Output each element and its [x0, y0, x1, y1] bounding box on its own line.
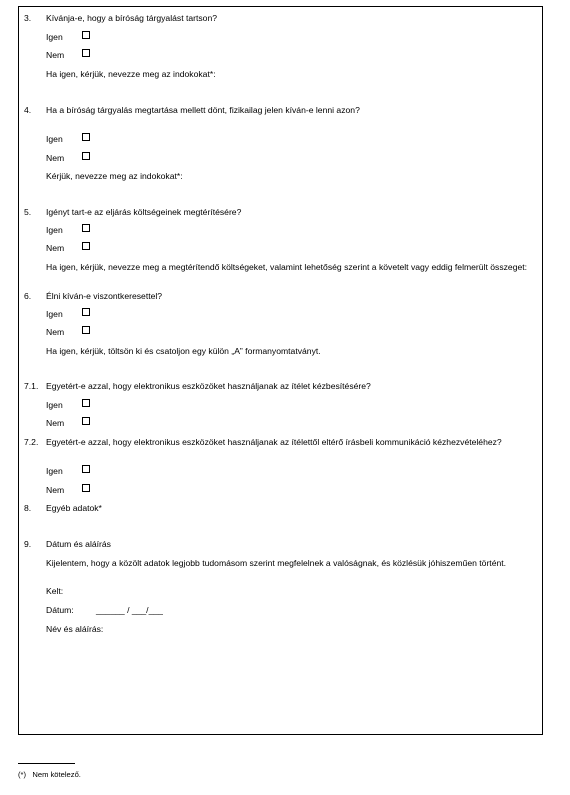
q5-text: Igényt tart-e az eljárás költségeinek megtérítésére? [46, 207, 242, 217]
q3-no-label: Nem [46, 50, 65, 60]
q4-number: 4. [24, 105, 32, 115]
q5-note: Ha igen, kérjük, nevezze meg a megtérítendő költségeket, valamint lehetőség szerint a követelt vagy eddig felmerült összeget: [46, 262, 528, 272]
q9-declaration: Kijelentem, hogy a közölt adatok legjobb tudomásom szerint megfelelnek a valóságnak, és közlésük jóhiszeműen történt. [46, 558, 507, 568]
footnote-text: Nem kötelező. [32, 770, 81, 779]
q72-no-label: Nem [46, 485, 65, 495]
date-field[interactable]: ______ / ___/___ [96, 605, 163, 615]
q71-yes-checkbox[interactable] [82, 399, 90, 407]
q3-no-checkbox[interactable] [82, 49, 90, 57]
q72-no-checkbox[interactable] [82, 484, 90, 492]
signature-label: Név és aláírás: [46, 624, 104, 634]
place-label: Kelt: [46, 586, 64, 596]
q71-no-label: Nem [46, 418, 65, 428]
q6-yes-checkbox[interactable] [82, 308, 90, 316]
q6-yes-label: Igen [46, 309, 63, 319]
footnote-separator [18, 763, 75, 764]
q9-text: Dátum és aláírás [46, 539, 111, 549]
q5-yes-label: Igen [46, 225, 63, 235]
footnote [18, 770, 81, 779]
q6-number: 6. [24, 291, 32, 301]
q6-no-label: Nem [46, 327, 65, 337]
q9-number: 9. [24, 539, 32, 549]
q5-number: 5. [24, 207, 32, 217]
q6-text: Élni kíván-e viszontkeresettel? [46, 291, 163, 301]
q4-yes-label: Igen [46, 134, 63, 144]
q4-no-label: Nem [46, 153, 65, 163]
q6-no-checkbox[interactable] [82, 326, 90, 334]
q71-yes-label: Igen [46, 400, 63, 410]
q72-yes-checkbox[interactable] [82, 465, 90, 473]
q4-note: Kérjük, nevezze meg az indokokat*: [46, 171, 183, 181]
q6-note: Ha igen, kérjük, töltsön ki és csatoljon egy külön „A” formanyomtatványt. [46, 346, 321, 356]
q8-text: Egyéb adatok* [46, 503, 102, 513]
q3-text: Kívánja-e, hogy a bíróság tárgyalást tartson? [46, 13, 218, 23]
date-label: Dátum: [46, 605, 74, 615]
q71-no-checkbox[interactable] [82, 417, 90, 425]
q3-note: Ha igen, kérjük, nevezze meg az indokokat*: [46, 69, 216, 79]
q3-yes-label: Igen [46, 32, 63, 42]
q5-no-checkbox[interactable] [82, 242, 90, 250]
q4-text: Ha a bíróság tárgyalás megtartása mellett dönt, fizikailag jelen kíván-e lenni azon? [46, 105, 360, 115]
q4-yes-checkbox[interactable] [82, 133, 90, 141]
q71-text: Egyetért-e azzal, hogy elektronikus eszközöket használjanak az ítélet kézbesítésére? [46, 381, 371, 391]
footnote-marker: (*) [18, 770, 27, 779]
q3-yes-checkbox[interactable] [82, 31, 90, 39]
q4-no-checkbox[interactable] [82, 152, 90, 160]
q5-yes-checkbox[interactable] [82, 224, 90, 232]
q71-number: 7.1. [24, 381, 39, 391]
q72-yes-label: Igen [46, 466, 63, 476]
q3-number: 3. [24, 13, 32, 23]
q5-no-label: Nem [46, 243, 65, 253]
q72-number: 7.2. [24, 437, 39, 447]
q8-number: 8. [24, 503, 32, 513]
q72-text: Egyetért-e azzal, hogy elektronikus eszközöket használjanak az ítélettől eltérő írásbeli kommunikáció kézhezvételéhez? [46, 437, 502, 447]
